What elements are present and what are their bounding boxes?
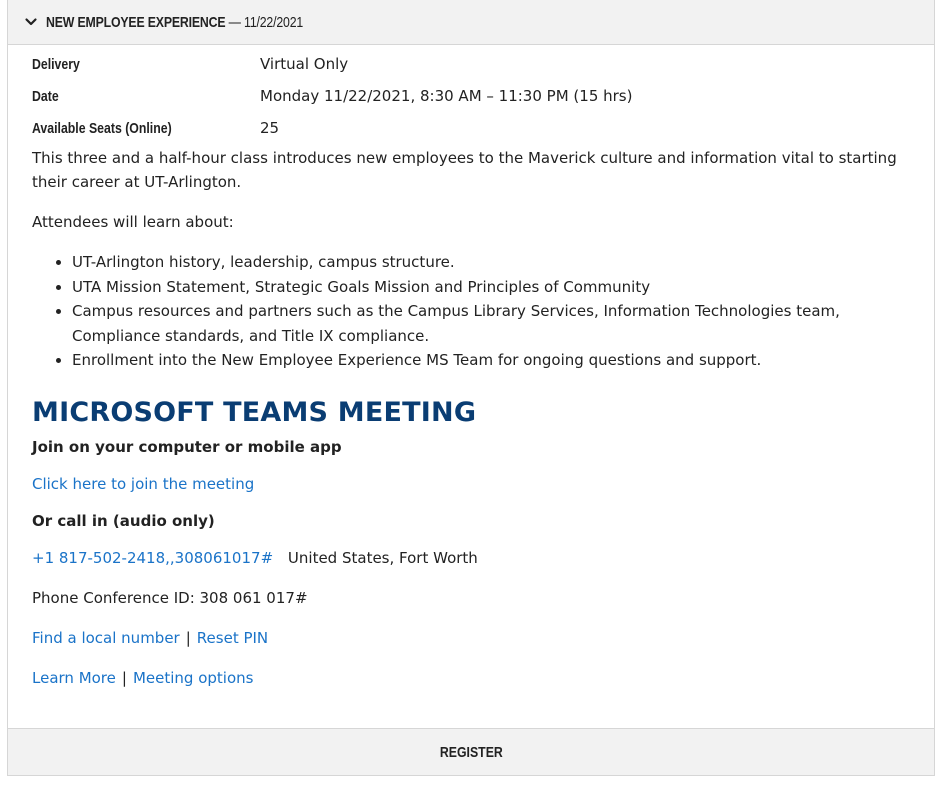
event-accordion-header[interactable] [8, 0, 934, 45]
divider: | [121, 668, 127, 687]
topics-list [32, 250, 910, 373]
event-details [8, 48, 934, 690]
event-description: This three and a half-hour class introduces new employees to the Maverick culture and information vital to starting their career at UT-Arlington. [32, 149, 897, 191]
event-title-text: NEW EMPLOYEE EXPERIENCE [46, 13, 226, 31]
call-prompt: Or call in (audio only) [32, 511, 215, 530]
find-local-number-link[interactable]: Find a local number [32, 628, 180, 647]
detail-label: Available Seats (Online) [32, 119, 172, 137]
detail-row-delivery [32, 48, 910, 80]
event-date: 11/22/2021 [244, 13, 304, 31]
list-item: • Campus resources and partners such as the Campus Library Services, Information Technologies team, Compliance standards, and Title IX compliance. [72, 299, 910, 348]
detail-value: Monday 11/22/2021, 8:30 AM – 11:30 PM (15 hrs) [260, 87, 633, 105]
learn-intro: Attendees will learn about: [32, 213, 234, 231]
list-item: • UT-Arlington history, leadership, campus structure. [72, 250, 910, 275]
detail-row-seats [32, 112, 910, 144]
event-title [46, 14, 303, 31]
detail-label: Delivery [32, 55, 80, 73]
phone-number-link[interactable]: +1 817-502-2418,,308061017# [32, 548, 274, 567]
reset-pin-link[interactable]: Reset PIN [196, 628, 269, 647]
list-item: • UTA Mission Statement, Strategic Goals Mission and Principles of Community [72, 275, 910, 300]
join-meeting-link[interactable]: Click here to join the meeting [32, 474, 255, 493]
register-label: REGISTER [439, 743, 503, 761]
detail-value: Virtual Only [260, 55, 349, 73]
join-prompt: Join on your computer or mobile app [32, 437, 342, 456]
event-title-separator: — [225, 13, 245, 31]
register-button[interactable] [8, 728, 934, 775]
detail-value: 25 [260, 119, 280, 137]
detail-row-date [32, 80, 910, 112]
detail-label: Date [32, 87, 59, 105]
learn-more-link[interactable]: Learn More [32, 668, 116, 687]
chevron-down-icon [24, 15, 38, 29]
divider: | [185, 628, 191, 647]
list-item: • Enrollment into the New Employee Experience MS Team for ongoing questions and support. [72, 348, 910, 373]
options-line [32, 666, 910, 690]
phone-location: United States, Fort Worth [287, 548, 478, 567]
meeting-options-link[interactable]: Meeting options [132, 668, 254, 687]
join-link-line [32, 472, 910, 496]
teams-heading: MICROSOFT TEAMS MEETING [32, 396, 477, 428]
local-number-line [32, 626, 910, 650]
phone-line [32, 546, 910, 570]
event-panel [7, 0, 935, 776]
conference-id: Phone Conference ID: 308 061 017# [32, 588, 308, 607]
